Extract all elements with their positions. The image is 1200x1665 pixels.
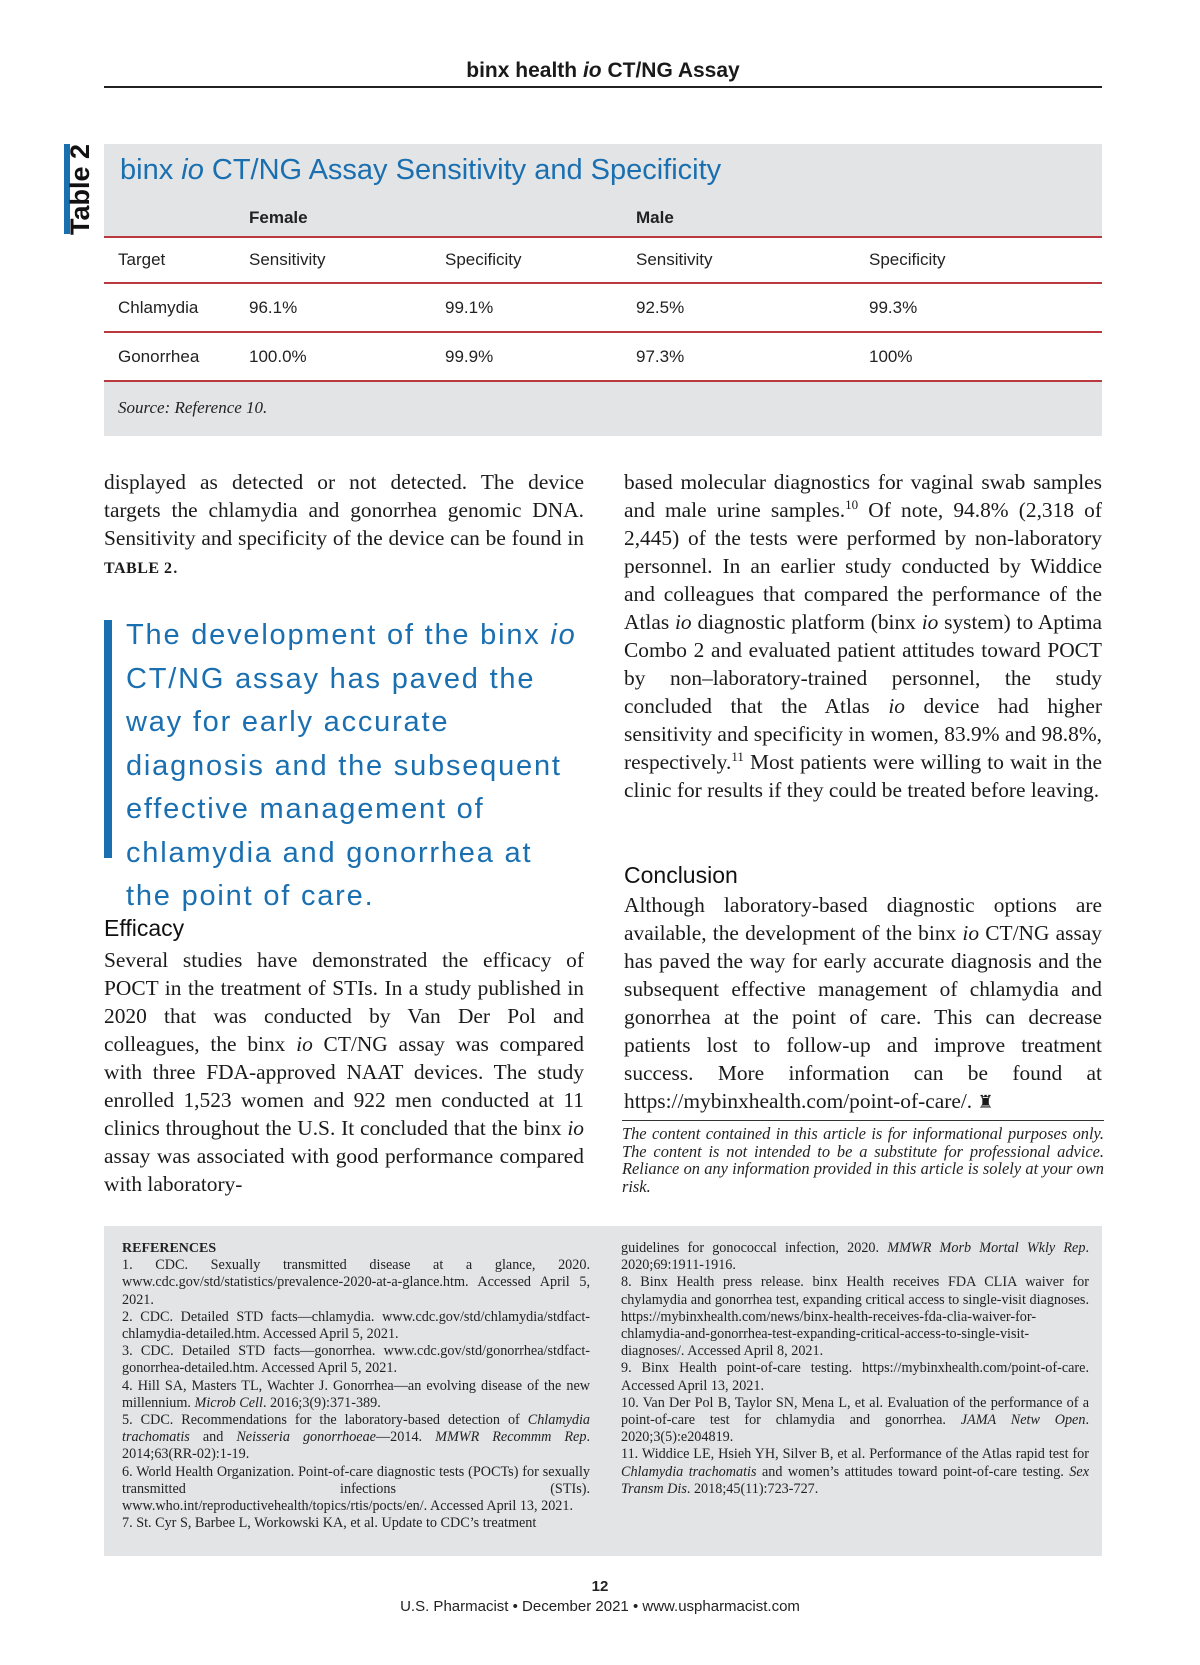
ref-italic: MMWR Morb Mortal Wkly Rep xyxy=(887,1240,1086,1256)
ref-text: 10. Van Der Pol B, Taylor SN, Mena L, et al. Evaluation of the performance of a point-of-care test for chlamydia and gonorrhea. xyxy=(621,1394,1089,1429)
right-italic: io xyxy=(921,610,939,634)
table-cell: 97.3% xyxy=(636,332,869,381)
conclusion-italic: io xyxy=(962,921,980,945)
ref-text: —2014. xyxy=(375,1429,436,1446)
header-text: binx health xyxy=(466,59,583,82)
table-cell: Gonorrhea xyxy=(104,332,249,381)
table-cell: 99.3% xyxy=(869,283,1102,332)
reference-item: 9. Binx Health point-of-care testing. https://mybinxhealth.com/point-of-care. Accessed April 13, 2021. xyxy=(621,1360,1089,1394)
right-text: based molecular diagnostics for vaginal swab samples and male urine samples. xyxy=(624,470,1102,522)
ref-italic: Sex Transm Dis xyxy=(621,1463,1089,1497)
conclusion-body xyxy=(624,891,1102,1116)
reference-item xyxy=(621,1395,1089,1447)
end-mark-icon: ♜ xyxy=(977,1092,994,1112)
reference-item xyxy=(621,1240,1089,1274)
reference-item: 3. CDC. Detailed STD facts—gonorrhea. www.cdc.gov/std/gonorrhea/stdfact-gonorrhea-detailed.htm. Accessed April 5, 2021. xyxy=(122,1343,590,1377)
table-row xyxy=(104,283,1102,332)
ref-italic: Chlamydia trachomatis xyxy=(122,1412,590,1446)
reference-item: 8. Binx Health press release. binx Health receives FDA CLIA waiver for chylamydia and gonorrhea test, expanding critical access to single-visit diagnoses. https://mybinxhealth.com/news/binx-health-receives-fda-clia-waiver-for-chlamydia-and-gonorrhea-test-expanding-critical-access-to-single-visit-diagnoses/. Accessed April 8, 2021. xyxy=(621,1274,1089,1360)
table-tab xyxy=(64,144,98,234)
table-cell: 99.1% xyxy=(445,283,636,332)
conclusion-text: Although laboratory-based diagnostic options are available, the development of the binx xyxy=(624,893,1102,945)
efficacy-text: CT/NG assay was compared with three FDA-approved NAAT devices. The study enrolled 1,523 women and 922 men conducted at 11 clinics throughout the U.S. It concluded that the binx xyxy=(104,1032,584,1140)
intro-text: displayed as detected or not detected. The device targets the chlamydia and gonorrhea genomic DNA. Sensitivity and specificity of the device can be found in xyxy=(104,470,584,550)
conclusion-text: CT/NG assay has paved the way for early accurate diagnosis and the subsequent effective management of chlamydia and gonorrhea at the point of care. This can decrease patients lost to follow-up and improve treatment success. More information can be found at https://mybinxhealth.com/point-of-care/. xyxy=(624,921,1102,1113)
col-header: Sensitivity xyxy=(636,237,869,283)
ref-italic: Chlamydia trachomatis xyxy=(621,1463,757,1480)
ref-text: 4. Hill SA, Masters TL, Wachter J. Gonorrhea—an evolving disease of the new millennium. xyxy=(122,1377,590,1411)
disclaimer: The content contained in this article is for informational purposes only. The content is not intended to be a substitute for professional advice. Reliance on any information provided in this article is solely at your own risk. xyxy=(622,1120,1104,1195)
right-text: Most patients were willing to wait in the clinic for results if they could be treated before leaving. xyxy=(624,750,1102,802)
table-cell: 100% xyxy=(869,332,1102,381)
body-text-intro xyxy=(104,468,584,583)
reference-item: 1. CDC. Sexually transmitted disease at a glance, 2020. www.cdc.gov/std/statistics/prevalence-2020-at-a-glance.htm. Accessed April 5, 2021. xyxy=(122,1257,590,1308)
right-text: device had higher sensitivity and specificity in women, 83.9% and 98.8%, respectively. xyxy=(624,694,1102,774)
ref-italic: Neisseria gonorrhoeae xyxy=(236,1429,376,1446)
ref-text: . 2020;69:1911-1916. xyxy=(621,1240,1089,1274)
table-reference: TABLE 2 xyxy=(104,560,173,577)
intro-end: . xyxy=(172,554,178,578)
references-heading: REFERENCES xyxy=(122,1241,217,1256)
header-text-end: CT/NG Assay xyxy=(601,59,740,82)
citation: 10 xyxy=(845,496,859,512)
column-header-row xyxy=(104,237,1102,283)
pull-quote-text: The development of the binx xyxy=(126,619,551,651)
journal-footer: U.S. Pharmacist • December 2021 • www.uspharmacist.com xyxy=(400,1598,800,1615)
ref-italic: MMWR Recommm Rep xyxy=(435,1429,587,1446)
right-text: system) to Aptima Combo 2 and evaluated patient attitudes toward POCT by non–laboratory-trained personnel, the study concluded that the Atlas xyxy=(624,610,1102,718)
pull-quote xyxy=(104,619,586,912)
table-cell: 99.9% xyxy=(445,332,636,381)
reference-item: 7. St. Cyr S, Barbee L, Workowski KA, et al. Update to CDC’s treatment xyxy=(122,1515,537,1532)
ref-text: . 2018;45(11):723-727. xyxy=(686,1480,819,1497)
reference-item xyxy=(621,1446,1089,1498)
references-box xyxy=(104,1226,1102,1556)
references-left xyxy=(122,1240,590,1532)
group-male: Male xyxy=(636,200,869,237)
ref-text: 5. CDC. Recommendations for the laboratory-based detection of xyxy=(122,1412,528,1429)
reference-item xyxy=(122,1378,590,1412)
right-italic: io xyxy=(888,694,905,718)
efficacy-italic: io xyxy=(567,1116,584,1140)
table-2 xyxy=(104,144,1102,436)
table-title xyxy=(120,154,721,187)
efficacy-italic: io xyxy=(296,1032,313,1056)
ref-text: . 2016;3(9):371-389. xyxy=(262,1394,381,1411)
references-right xyxy=(621,1240,1089,1498)
efficacy-heading: Efficacy xyxy=(104,915,185,941)
conclusion-heading: Conclusion xyxy=(624,862,738,888)
table-cell: 100.0% xyxy=(249,332,445,381)
efficacy-text: assay was associated with good performance compared with laboratory- xyxy=(104,1144,584,1196)
col-header: Target xyxy=(104,237,249,283)
ref-text: and women’s attitudes toward point-of-care testing. xyxy=(756,1463,1070,1480)
col-header: Specificity xyxy=(869,237,1102,283)
table-tab-label: Table 2 xyxy=(65,143,96,235)
reference-item: 6. World Health Organization. Point-of-care diagnostic tests (POCTs) for sexually transmitted infections (STIs). www.who.int/reproductivehealth/topics/rtis/pocts/en/. Accessed April 13, 2021. xyxy=(122,1463,590,1515)
col-header: Sensitivity xyxy=(249,237,445,283)
ref-italic: JAMA Netw Open xyxy=(960,1412,1086,1429)
page-number: 12 xyxy=(591,1578,609,1595)
ref-text: . 2014;63(RR-02):1-19. xyxy=(122,1429,590,1463)
ref-text: 11. Widdice LE, Hsieh YH, Silver B, et al. Performance of the Atlas rapid test for xyxy=(621,1446,1089,1463)
header-italic: io xyxy=(582,59,602,82)
ref-text: and xyxy=(189,1429,237,1446)
table-title-pre: binx xyxy=(120,154,182,186)
ref-italic: Microb Cell xyxy=(194,1394,263,1411)
group-female: Female xyxy=(249,200,445,237)
right-italic: io xyxy=(674,610,692,634)
body-text-right xyxy=(624,468,1102,804)
efficacy-body xyxy=(104,946,584,1198)
reference-item: 2. CDC. Detailed STD facts—chlamydia. www.cdc.gov/std/chlamydia/stdfact-chlamydia-detailed.htm. Accessed April 5, 2021. xyxy=(122,1308,590,1343)
citation: 11 xyxy=(731,748,744,764)
col-header: Specificity xyxy=(445,237,636,283)
running-header xyxy=(104,58,1102,88)
table-cell: Chlamydia xyxy=(104,283,249,332)
efficacy-text: Several studies have demonstrated the efficacy of POCT in the treatment of STIs. In a study published in 2020 that was conducted by Van Der Pol and colleagues, the binx xyxy=(104,948,584,1056)
pull-quote-text-end: CT/NG assay has paved the way for early accurate diagnosis and the subsequent effective management of chlamydia and gonorrhea at the point of care. xyxy=(126,662,562,912)
ref-text: guidelines for gonococcal infection, 2020. xyxy=(621,1240,888,1256)
reference-item xyxy=(122,1412,590,1464)
table-title-post: CT/NG Assay Sensitivity and Specificity xyxy=(203,154,722,186)
group-header-row xyxy=(104,200,1102,237)
table-cell: 96.1% xyxy=(249,283,445,332)
pull-quote-italic: io xyxy=(550,619,577,651)
table-title-italic: io xyxy=(181,154,204,186)
right-text: diagnostic platform (binx xyxy=(691,610,922,634)
right-text: Of note, 94.8% (2,318 of 2,445) of the tests were performed by non-laboratory personnel. In an earlier study conducted by Widdice and colleagues that compared the performance of the Atlas xyxy=(624,498,1102,634)
sensitivity-table xyxy=(104,200,1102,382)
ref-text: . 2020;3(5):e204819. xyxy=(621,1412,1089,1446)
table-source: Source: Reference 10. xyxy=(118,398,268,417)
table-cell: 92.5% xyxy=(636,283,869,332)
table-row xyxy=(104,332,1102,381)
